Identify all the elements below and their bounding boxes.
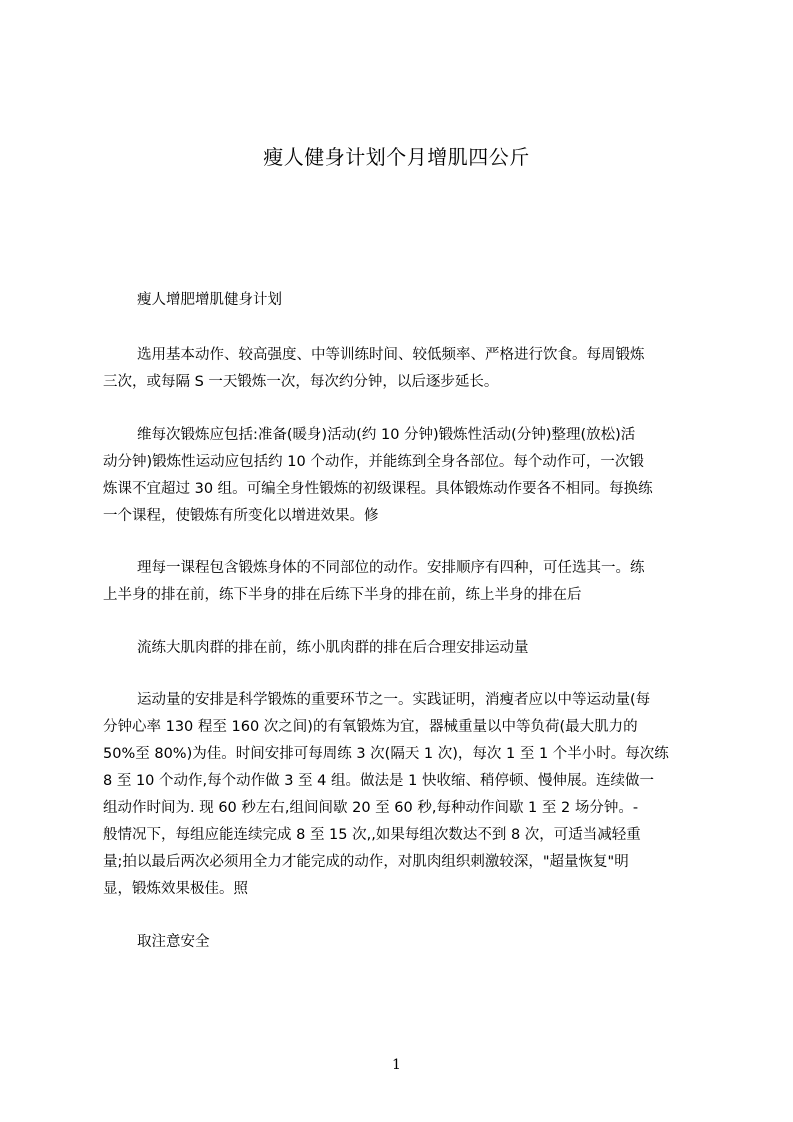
paragraph-5-line-8: 显，锻炼效果极佳。照 — [103, 881, 248, 897]
paragraph-2-line-1: 维每次锻炼应包括:准备(暖身)活动(约 10 分钟)锻炼性活动(分钟)整理(放松)活 — [137, 427, 636, 443]
paragraph-1-line-1: 选用基本动作、较高强度、中等训练时间、较低频率、严格进行饮食。每周锻炼 — [137, 347, 645, 363]
paragraph-5-line-4: 8 至 10 个动作,每个动作做 3 至 4 组。做法是 1 快收缩、稍停顿、慢伸展。连续做一 — [103, 773, 654, 789]
paragraph-4: 流练大肌肉群的排在前，练小肌肉群的排在后合理安排运动量 — [137, 640, 529, 656]
paragraph-3-line-1: 理每一课程包含锻炼身体的不同部位的动作。安排顺序有四种，可任选其一。练 — [137, 560, 645, 576]
page-number: 1 — [392, 1057, 401, 1073]
paragraph-1-line-2: 三次，或每隔 S 一天锻炼一次，每次约分钟，以后逐步延长。 — [103, 374, 499, 390]
document-title: 瘦人健身计划个月增肌四公斤 — [263, 145, 530, 169]
paragraph-5-line-3: 50%至 80%)为佳。时间安排可每周练 3 次(隔天 1 次)，每次 1 至 1 个半小时。每次练 — [103, 746, 669, 762]
paragraph-2-line-3: 炼课不宜超过 30 组。可编全身性锻炼的初级课程。具体锻炼动作要各不相同。每换练 — [103, 481, 653, 497]
paragraph-5-line-7: 量;拍以最后两次必须用全力才能完成的动作，对肌肉组织刺激较深，"超量恢复"明 — [103, 854, 629, 870]
paragraph-2-line-2: 动分钟)锻炼性运动应包括约 10 个动作，并能练到全身各部位。每个动作可，一次锻 — [103, 454, 644, 470]
paragraph-2-line-4: 一个课程，使锻炼有所变化以增进效果。修 — [103, 508, 379, 524]
paragraph-3-line-2: 上半身的排在前，练下半身的排在后练下半身的排在前，练上半身的排在后 — [103, 587, 582, 603]
subheading: 瘦人增肥增肌健身计划 — [137, 292, 282, 308]
paragraph-5-line-6: 般情况下，每组应能连续完成 8 至 15 次,,如果每组次数达不到 8 次，可适当减轻重 — [103, 827, 641, 843]
paragraph-5-line-5: 组动作时间为. 现 60 秒左右,组间间歇 20 至 60 秒,每种动作间歇 1 至 2 场分钟。- — [103, 800, 639, 816]
paragraph-5-line-1: 运动量的安排是科学锻炼的重要环节之一。实践证明，消瘦者应以中等运动量(每 — [137, 692, 651, 708]
paragraph-6: 取注意安全 — [137, 934, 210, 950]
paragraph-5-line-2: 分钟心率 130 程至 160 次之间)的有氧锻炼为宜，器械重量以中等负荷(最大肌力的 — [103, 719, 638, 735]
